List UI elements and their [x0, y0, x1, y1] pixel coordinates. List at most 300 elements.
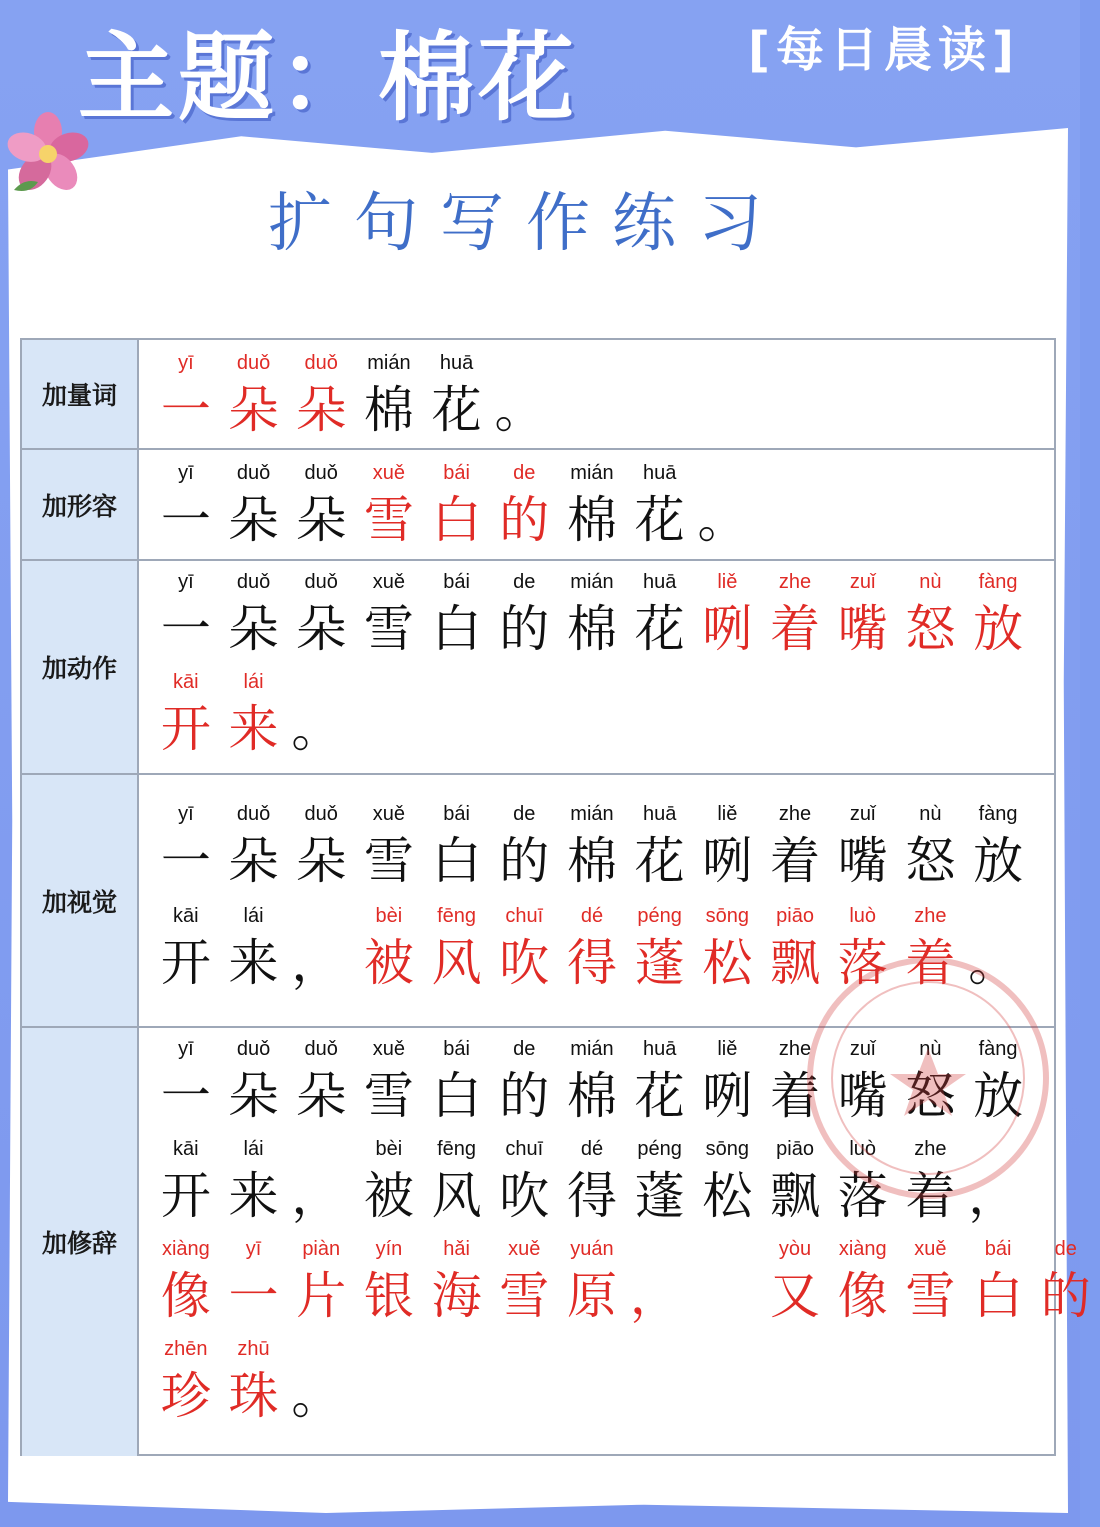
- pinyin: luò: [849, 1138, 877, 1160]
- hanzi: 棉: [566, 1067, 617, 1125]
- hanzi: 原: [566, 1267, 617, 1325]
- character-unit: [761, 1232, 829, 1326]
- hanzi: 开: [160, 934, 211, 992]
- hanzi: 一: [160, 832, 211, 890]
- hanzi: 嘴: [837, 1067, 888, 1125]
- character-unit: [558, 456, 626, 550]
- character-unit: [152, 665, 220, 759]
- character-unit: [964, 1232, 1032, 1326]
- table-row: [22, 450, 1054, 561]
- row-label: 加形容: [22, 450, 139, 559]
- pinyin: huā: [439, 352, 474, 374]
- hanzi: 像: [160, 1267, 211, 1325]
- character-unit: [423, 565, 491, 659]
- pinyin: zuǐ: [849, 571, 876, 593]
- character-unit: [423, 1032, 491, 1126]
- pinyin: sōng: [705, 1138, 750, 1160]
- pinyin: mián: [570, 462, 614, 484]
- character-unit: [694, 565, 762, 659]
- pinyin: yī: [178, 571, 194, 593]
- brand-tag: [每日晨读]: [748, 22, 1020, 78]
- hanzi: 着: [770, 1067, 821, 1125]
- character-unit: [694, 1132, 762, 1226]
- character-unit: [964, 1132, 1032, 1226]
- punctuation: 。: [291, 700, 342, 758]
- pinyin: zhe: [778, 571, 812, 593]
- pinyin: yī: [178, 462, 194, 484]
- hanzi: 朵: [296, 381, 347, 439]
- pinyin: yī: [178, 352, 194, 374]
- character-unit: [626, 797, 694, 891]
- character-unit: [558, 565, 626, 659]
- pinyin: kāi: [173, 671, 199, 693]
- pinyin: bái: [984, 1238, 1012, 1260]
- pinyin: zuǐ: [849, 1038, 876, 1060]
- sentence-line: [152, 1028, 1032, 1126]
- pinyin: sōng: [705, 905, 750, 927]
- hanzi: 白: [431, 832, 482, 890]
- pinyin: kāi: [173, 1138, 199, 1160]
- table-row: [22, 775, 1054, 1028]
- character-unit: [355, 456, 423, 550]
- pinyin: duǒ: [236, 462, 271, 484]
- hanzi: 怒: [905, 832, 956, 890]
- character-unit: [558, 1032, 626, 1126]
- pinyin: péng: [637, 905, 682, 927]
- hanzi: 飘: [770, 1167, 821, 1225]
- hanzi: 雪: [363, 491, 414, 549]
- hanzi: 吹: [499, 934, 550, 992]
- pinyin: zhe: [778, 803, 812, 825]
- character-unit: [761, 1032, 829, 1126]
- character-unit: [490, 565, 558, 659]
- hanzi: 片: [296, 1267, 347, 1325]
- hanzi: 来: [228, 1167, 279, 1225]
- hanzi: 怒: [905, 1067, 956, 1125]
- pinyin: bèi: [375, 905, 403, 927]
- row-sentence: [152, 561, 1054, 773]
- character-unit: [490, 456, 558, 550]
- character-unit: [558, 1132, 626, 1226]
- pinyin: duǒ: [236, 803, 271, 825]
- punctuation: 。: [697, 491, 748, 549]
- expansion-table: [20, 338, 1091, 1456]
- hanzi: 像: [837, 1267, 888, 1325]
- character-unit: [829, 1232, 897, 1326]
- pinyin: duǒ: [304, 1038, 338, 1060]
- character-unit: [423, 1232, 491, 1326]
- hanzi: 朵: [296, 1067, 347, 1125]
- hanzi: 放: [973, 1067, 1024, 1125]
- pinyin: zhēn: [164, 1338, 208, 1360]
- hanzi: 风: [431, 934, 482, 992]
- row-sentence: [152, 340, 1054, 448]
- character-unit: [152, 456, 220, 550]
- character-unit: [897, 1232, 965, 1326]
- pinyin: duǒ: [304, 462, 338, 484]
- hanzi: 落: [837, 1167, 888, 1225]
- pinyin: yī: [178, 803, 194, 825]
- pinyin: duǒ: [304, 352, 338, 374]
- hanzi: 雪: [363, 600, 414, 658]
- sentence-line: [152, 1328, 355, 1426]
- pinyin: yuán: [570, 1238, 614, 1260]
- character-unit: [490, 899, 558, 993]
- pinyin: yī: [178, 1038, 194, 1060]
- hanzi: 白: [431, 1067, 482, 1125]
- character-unit: [829, 1132, 897, 1226]
- pinyin: duǒ: [304, 571, 338, 593]
- hanzi: 咧: [702, 1067, 753, 1125]
- pinyin: nù: [919, 571, 942, 593]
- sentence-line: [152, 793, 1032, 891]
- sentence-line: [152, 661, 355, 759]
- character-unit: [964, 899, 1032, 993]
- pinyin: lái: [243, 1138, 264, 1160]
- character-unit: [423, 899, 491, 993]
- flower-decoration-icon: [4, 110, 88, 202]
- hanzi: 嘴: [837, 600, 888, 658]
- character-unit: [490, 1032, 558, 1126]
- sentence-line: [152, 895, 1032, 993]
- hanzi: 花: [634, 1067, 685, 1125]
- pinyin: péng: [637, 1138, 682, 1160]
- pinyin: dé: [580, 1138, 604, 1160]
- pinyin: yòu: [778, 1238, 812, 1260]
- hanzi: 花: [634, 600, 685, 658]
- hanzi: 一: [160, 1067, 211, 1125]
- table-row: [22, 1028, 1091, 1456]
- hanzi: 棉: [566, 600, 617, 658]
- character-unit: [220, 899, 288, 993]
- pinyin: xuě: [372, 1038, 406, 1060]
- pinyin: fàng: [978, 1038, 1018, 1060]
- sentence-line: [152, 342, 558, 440]
- pinyin: zhū: [237, 1338, 270, 1360]
- hanzi: 来: [228, 934, 279, 992]
- character-unit: [897, 1132, 965, 1226]
- hanzi: 的: [499, 1067, 550, 1125]
- character-unit: [423, 346, 491, 440]
- character-unit: [220, 1232, 288, 1326]
- character-unit: [355, 565, 423, 659]
- character-unit: [694, 1032, 762, 1126]
- character-unit: [423, 797, 491, 891]
- hanzi: 放: [973, 832, 1024, 890]
- hanzi: 的: [1040, 1267, 1091, 1325]
- hanzi: 棉: [566, 491, 617, 549]
- character-unit: [287, 665, 355, 759]
- hanzi: 来: [228, 700, 279, 758]
- hanzi: 棉: [363, 381, 414, 439]
- character-unit: [626, 1132, 694, 1226]
- pinyin: liě: [717, 1038, 738, 1060]
- pinyin: zhe: [778, 1038, 812, 1060]
- pinyin: chuī: [505, 1138, 544, 1160]
- character-unit: [897, 565, 965, 659]
- pinyin: nù: [919, 803, 942, 825]
- character-unit: [964, 565, 1032, 659]
- pinyin: dé: [580, 905, 604, 927]
- punctuation: ，: [291, 934, 342, 992]
- pinyin: xuě: [508, 1238, 541, 1260]
- character-unit: [152, 1132, 220, 1226]
- pinyin: duǒ: [236, 571, 271, 593]
- character-unit: [626, 1032, 694, 1126]
- punctuation: 。: [291, 1367, 342, 1425]
- pinyin: de: [1054, 1238, 1077, 1260]
- character-unit: [558, 797, 626, 891]
- pinyin: lái: [243, 905, 264, 927]
- pinyin: mián: [570, 1038, 614, 1060]
- pinyin: fàng: [978, 571, 1018, 593]
- character-unit: [355, 899, 423, 993]
- sentence-line: [152, 1128, 1032, 1226]
- hanzi: 咧: [702, 600, 753, 658]
- pinyin: huā: [642, 1038, 677, 1060]
- pinyin: duǒ: [304, 803, 338, 825]
- character-unit: [287, 899, 355, 993]
- pinyin: fēng: [437, 1138, 477, 1160]
- character-unit: [626, 1232, 694, 1326]
- hanzi: 朵: [228, 1067, 279, 1125]
- hanzi: 怒: [905, 600, 956, 658]
- character-unit: [761, 565, 829, 659]
- character-unit: [287, 565, 355, 659]
- hanzi: 又: [770, 1267, 821, 1325]
- hanzi: 花: [634, 832, 685, 890]
- character-unit: [490, 1132, 558, 1226]
- hanzi: 白: [431, 491, 482, 549]
- character-unit: [558, 899, 626, 993]
- character-unit: [287, 1132, 355, 1226]
- character-unit: [152, 1032, 220, 1126]
- pinyin: piāo: [776, 1138, 814, 1160]
- row-label: 加修辞: [22, 1028, 139, 1456]
- worksheet-subtitle: 扩句写作练习: [268, 187, 784, 261]
- character-unit: [694, 1232, 762, 1326]
- punctuation: ，: [291, 1167, 342, 1225]
- character-unit: [220, 1332, 288, 1426]
- pinyin: luò: [849, 905, 877, 927]
- character-unit: [220, 665, 288, 759]
- pinyin: xuě: [372, 462, 406, 484]
- hanzi: 朵: [228, 832, 279, 890]
- pinyin: duǒ: [236, 1038, 271, 1060]
- character-unit: [152, 1332, 220, 1426]
- pinyin: bái: [443, 1038, 470, 1060]
- hanzi: 珍: [160, 1367, 211, 1425]
- pinyin: kāi: [173, 905, 199, 927]
- hanzi: 开: [160, 1167, 211, 1225]
- hanzi: 朵: [228, 600, 279, 658]
- pinyin: lái: [243, 671, 264, 693]
- character-unit: [423, 1132, 491, 1226]
- character-unit: [287, 456, 355, 550]
- hanzi: 花: [431, 381, 482, 439]
- punctuation: 。: [494, 381, 545, 439]
- page-title: 主题：棉花: [78, 21, 578, 134]
- character-unit: [694, 797, 762, 891]
- sentence-line: [152, 561, 1032, 659]
- character-unit: [964, 797, 1032, 891]
- hanzi: 的: [499, 600, 550, 658]
- character-unit: [287, 797, 355, 891]
- character-unit: [761, 899, 829, 993]
- pinyin: zhe: [914, 905, 947, 927]
- hanzi: 咧: [702, 832, 753, 890]
- character-unit: [490, 797, 558, 891]
- character-unit: [287, 346, 355, 440]
- pinyin: bái: [443, 803, 470, 825]
- character-unit: [152, 565, 220, 659]
- hanzi: 朵: [296, 600, 347, 658]
- character-unit: [152, 346, 220, 440]
- pinyin: fàng: [978, 803, 1018, 825]
- character-unit: [1032, 1232, 1100, 1326]
- pinyin: yī: [245, 1238, 262, 1260]
- pinyin: xuě: [372, 803, 406, 825]
- character-unit: [220, 565, 288, 659]
- pinyin: zhe: [914, 1138, 947, 1160]
- character-unit: [355, 1232, 423, 1326]
- character-unit: [897, 899, 965, 993]
- hanzi: 着: [770, 832, 821, 890]
- pinyin: de: [513, 462, 536, 484]
- hanzi: 海: [431, 1267, 482, 1325]
- hanzi: 吹: [499, 1167, 550, 1225]
- hanzi: 着: [905, 934, 956, 992]
- pinyin: bái: [443, 571, 470, 593]
- hanzi: 花: [634, 491, 685, 549]
- hanzi: 得: [566, 934, 617, 992]
- punctuation: ，: [629, 1267, 680, 1325]
- character-unit: [152, 899, 220, 993]
- pinyin: huā: [642, 462, 677, 484]
- character-unit: [761, 797, 829, 891]
- character-unit: [626, 456, 694, 550]
- pinyin: xiàng: [161, 1238, 210, 1260]
- row-sentence: [152, 1028, 1091, 1456]
- sentence-line: [152, 452, 761, 550]
- hanzi: 朵: [228, 491, 279, 549]
- pinyin: de: [513, 803, 536, 825]
- character-unit: [355, 346, 423, 440]
- character-unit: [220, 1132, 288, 1226]
- character-unit: [220, 346, 288, 440]
- character-unit: [355, 1032, 423, 1126]
- pinyin: liě: [717, 803, 738, 825]
- character-unit: [829, 899, 897, 993]
- pinyin: bèi: [375, 1138, 403, 1160]
- table-row: [22, 561, 1054, 775]
- pinyin: fēng: [437, 905, 477, 927]
- hanzi: 被: [363, 934, 414, 992]
- character-unit: [897, 797, 965, 891]
- table-row: [22, 340, 1054, 450]
- hanzi: 松: [702, 1167, 753, 1225]
- hanzi: 雪: [499, 1267, 550, 1325]
- character-unit: [355, 1132, 423, 1226]
- hanzi: 珠: [228, 1367, 279, 1425]
- hanzi: 蓬: [634, 934, 685, 992]
- hanzi: 一: [160, 381, 211, 439]
- row-sentence: [152, 775, 1054, 1026]
- character-unit: [287, 1032, 355, 1126]
- character-unit: [694, 456, 762, 550]
- character-unit: [626, 565, 694, 659]
- character-unit: [355, 797, 423, 891]
- hanzi: 银: [363, 1267, 414, 1325]
- hanzi: 一: [160, 600, 211, 658]
- pinyin: nù: [919, 1038, 942, 1060]
- hanzi: 雪: [363, 832, 414, 890]
- hanzi: 得: [566, 1167, 617, 1225]
- hanzi: 风: [431, 1167, 482, 1225]
- character-unit: [220, 1032, 288, 1126]
- hanzi: 的: [499, 491, 550, 549]
- pinyin: liě: [717, 571, 738, 593]
- pinyin: de: [513, 571, 536, 593]
- pinyin: bái: [443, 462, 470, 484]
- hanzi: 棉: [566, 832, 617, 890]
- character-unit: [423, 456, 491, 550]
- character-unit: [897, 1032, 965, 1126]
- pinyin: zuǐ: [849, 803, 876, 825]
- pinyin: huā: [642, 571, 677, 593]
- pinyin: de: [513, 1038, 536, 1060]
- row-label: 加动作: [22, 561, 139, 773]
- hanzi: 雪: [905, 1267, 956, 1325]
- hanzi: 朵: [296, 832, 347, 890]
- hanzi: 白: [431, 600, 482, 658]
- pinyin: xuě: [914, 1238, 947, 1260]
- hanzi: 放: [973, 600, 1024, 658]
- character-unit: [152, 797, 220, 891]
- row-label: 加量词: [22, 340, 139, 448]
- character-unit: [287, 1332, 355, 1426]
- hanzi: 飘: [770, 934, 821, 992]
- hanzi: 被: [363, 1167, 414, 1225]
- character-unit: [490, 346, 558, 440]
- character-unit: [761, 1132, 829, 1226]
- character-unit: [694, 899, 762, 993]
- character-unit: [829, 1032, 897, 1126]
- hanzi: 一: [160, 491, 211, 549]
- hanzi: 落: [837, 934, 888, 992]
- hanzi: 一: [228, 1267, 279, 1325]
- character-unit: [626, 899, 694, 993]
- row-label: 加视觉: [22, 775, 139, 1026]
- hanzi: 雪: [363, 1067, 414, 1125]
- character-unit: [829, 797, 897, 891]
- row-sentence: [152, 450, 1054, 559]
- character-unit: [558, 1232, 626, 1326]
- pinyin: xiàng: [838, 1238, 887, 1260]
- punctuation: 。: [968, 934, 1019, 992]
- punctuation: ，: [968, 1167, 1019, 1225]
- hanzi: 白: [973, 1267, 1024, 1325]
- character-unit: [220, 456, 288, 550]
- hanzi: 开: [160, 700, 211, 758]
- pinyin: huā: [642, 803, 677, 825]
- character-unit: [964, 1032, 1032, 1126]
- pinyin: xuě: [372, 571, 406, 593]
- pinyin: duǒ: [236, 352, 271, 374]
- pinyin: piāo: [776, 905, 814, 927]
- pinyin: mián: [570, 803, 614, 825]
- character-unit: [287, 1232, 355, 1326]
